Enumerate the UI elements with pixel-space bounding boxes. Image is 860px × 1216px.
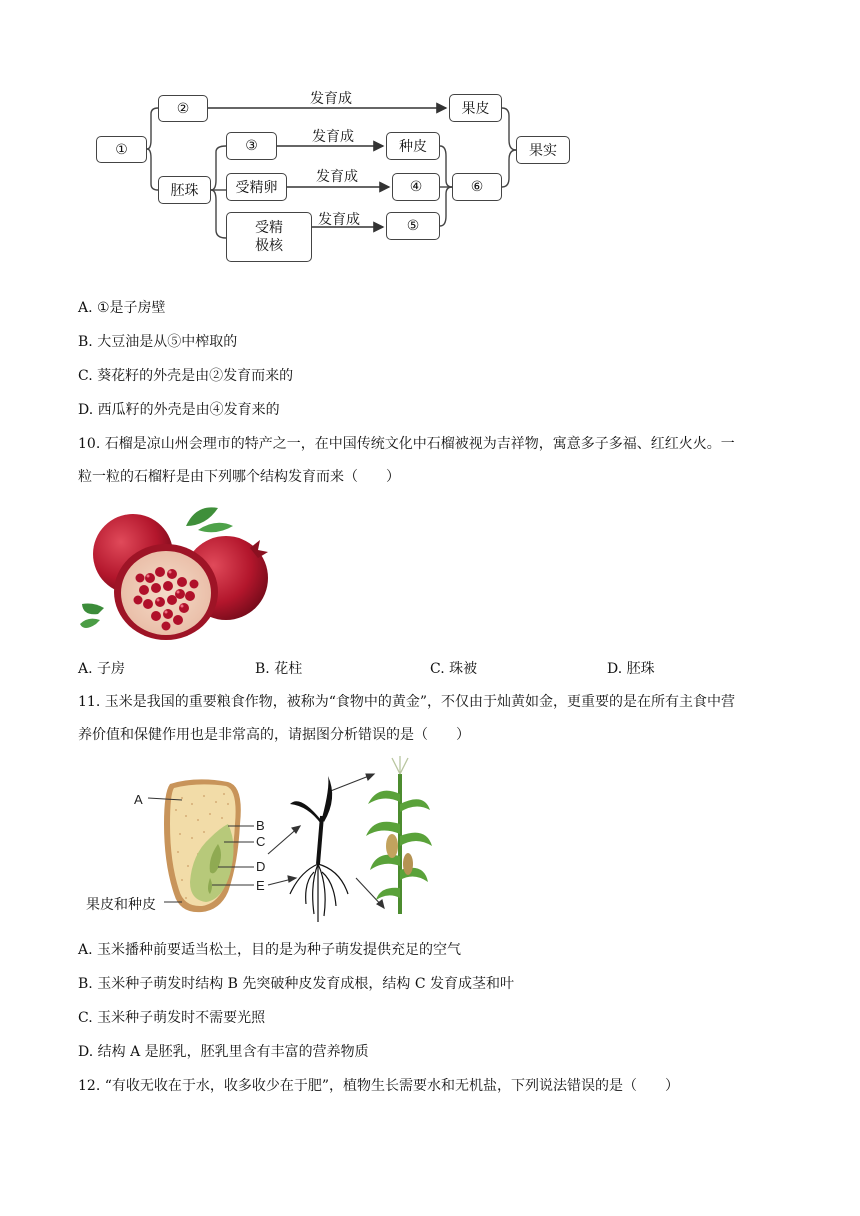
q9-option-b: B. 大豆油是从⑤中榨取的 <box>78 334 238 350</box>
corn-label-c: C <box>256 834 266 849</box>
label-1: ① <box>115 141 128 158</box>
q10-option-a: A. 子房 <box>78 661 126 677</box>
label-6: ⑥ <box>470 179 484 195</box>
corn-figure <box>78 754 438 930</box>
q10-option-b: B. 花柱 <box>255 661 303 677</box>
brace-ovule-upper <box>211 146 226 190</box>
q11-stem-line2: 养价值和保健作用也是非常高的，请据图分析错误的是（ ） <box>78 727 470 743</box>
box-3 <box>226 132 277 160</box>
label-5: ⑤ <box>406 218 420 234</box>
q12-stem: 12. “有收无收在于水，收多收少在于肥”，植物生长需要水和无机盐，下列说法错误的是（ ） <box>78 1078 680 1094</box>
box-ovule <box>158 176 211 204</box>
brace-fruit-lower <box>502 150 516 187</box>
q11-option-d: D. 结构 A 是胚乳，胚乳里含有丰富的营养物质 <box>78 1044 369 1060</box>
label-polar-nuclei-2: 极核 <box>255 238 283 254</box>
corn-label-b: B <box>256 818 265 833</box>
brace-seed-lower <box>440 187 452 226</box>
q11-stem-line1: 11. 玉米是我国的重要粮食作物，被称为“食物中的黄金”，不仅由于灿黄如金，更重要的是在所有主食中营 <box>78 694 736 710</box>
arrow-label-1: 发育成 <box>310 91 352 107</box>
q10-stem-line1: 10. 石榴是凉山州会理市的特产之一，在中国传统文化中石榴被视为吉祥物，寓意多子多福、红红火火。一 <box>78 436 735 452</box>
label-polar-nuclei-1: 受精 <box>255 220 283 236</box>
box-5 <box>386 212 440 240</box>
box-pericarp <box>449 94 502 122</box>
arrow-label-3: 发育成 <box>316 169 358 185</box>
corn-label-d: D <box>256 859 266 874</box>
label-fertilized-egg: 受精卵 <box>235 180 278 196</box>
flow-diagram <box>0 0 860 280</box>
box-seedcoat <box>386 132 440 160</box>
q10-option-d: D. 胚珠 <box>607 661 655 677</box>
label-fruit: 果实 <box>529 143 557 159</box>
brace-fruit-upper <box>502 108 516 150</box>
brace-upper <box>147 108 158 149</box>
brace-lower <box>147 149 158 190</box>
brace-ovule-lower <box>211 190 226 238</box>
corn-label-a: A <box>134 792 143 807</box>
q10-option-c: C. 珠被 <box>430 661 478 677</box>
box-polar-nuclei <box>226 212 312 262</box>
pomegranate-image <box>78 496 268 646</box>
q9-option-d: D. 西瓜籽的外壳是由④发育来的 <box>78 402 280 418</box>
q9-option-c: C. 葵花籽的外壳是由②发育而来的 <box>78 368 294 384</box>
q11-option-b: B. 玉米种子萌发时结构 B 先突破种皮发育成根，结构 C 发育成茎和叶 <box>78 976 514 992</box>
box-fruit <box>516 136 570 164</box>
label-2: ② <box>176 100 190 117</box>
box-4 <box>392 173 440 201</box>
label-pericarp: 果皮 <box>461 101 490 117</box>
corn-label-pericarp-seedcoat: 果皮和种皮 <box>86 897 156 913</box>
label-4: ④ <box>409 179 423 195</box>
arrow-label-2: 发育成 <box>312 129 354 145</box>
arrow-label-4: 发育成 <box>318 212 360 228</box>
label-seedcoat: 种皮 <box>399 139 427 155</box>
label-3: ③ <box>245 138 258 154</box>
box-1 <box>96 136 147 163</box>
q11-option-a: A. 玉米播种前要适当松土，目的是为种子萌发提供充足的空气 <box>78 942 462 958</box>
q9-option-a: A. ①是子房壁 <box>78 300 166 316</box>
label-ovule: 胚珠 <box>170 183 199 199</box>
box-fertilized-egg <box>226 173 287 201</box>
box-6 <box>452 173 502 201</box>
q11-option-c: C. 玉米种子萌发时不需要光照 <box>78 1010 266 1026</box>
q10-stem-line2: 粒一粒的石榴籽是由下列哪个结构发育而来（ ） <box>78 469 400 485</box>
brace-seed-upper <box>440 146 452 187</box>
box-2 <box>158 95 208 122</box>
corn-label-e: E <box>256 878 265 893</box>
